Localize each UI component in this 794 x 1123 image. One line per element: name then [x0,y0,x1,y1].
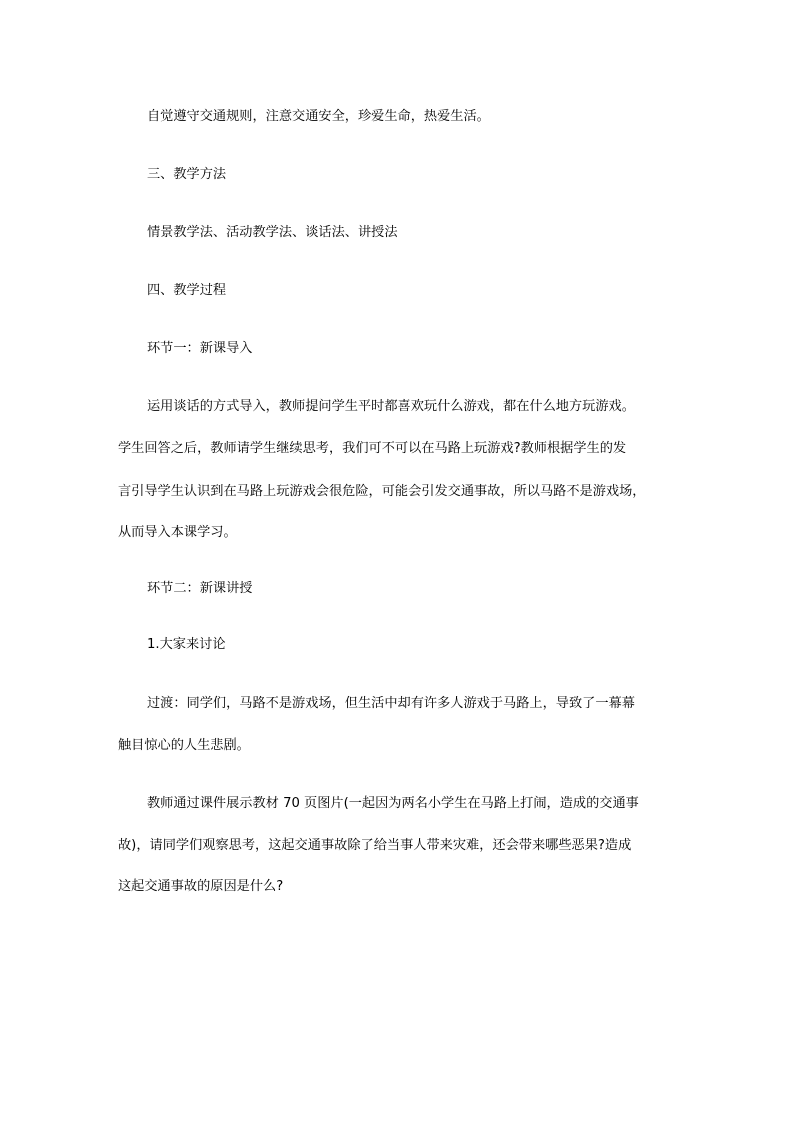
paragraph-intro-line-2: 学生回答之后，教师请学生继续思考，我们可不可以在马路上玩游戏?教师根据学生的发 [118,441,627,456]
subheading-discussion: 1.大家来讨论 [147,637,226,652]
paragraph-courseware-line-1: 教师通过课件展示教材 70 页图片(一起因为两名小学生在马路上打闹，造成的交通事 [147,796,639,811]
heading-teaching-methods: 三、教学方法 [147,167,227,182]
heading-teaching-process: 四、教学过程 [147,283,227,298]
paragraph-intro-line-1: 运用谈话的方式导入，教师提问学生平时都喜欢玩什么游戏，都在什么地方玩游戏。 [147,399,635,414]
heading-step-one: 环节一：新课导入 [147,341,253,356]
paragraph-courseware-line-2: 故)，请同学们观察思考，这起交通事故除了给当事人带来灾难，还会带来哪些恶果?造成 [118,838,632,853]
paragraph-objective: 自觉遵守交通规则，注意交通安全，珍爱生命，热爱生活。 [147,109,490,124]
paragraph-intro-line-4: 从而导入本课学习。 [118,525,237,540]
paragraph-courseware-line-3: 这起交通事故的原因是什么? [118,879,284,894]
paragraph-transition-line-1: 过渡：同学们，马路不是游戏场，但生活中却有许多人游戏于马路上，导致了一幕幕 [147,696,635,711]
paragraph-intro-line-3: 言引导学生认识到在马路上玩游戏会很危险，可能会引发交通事故，所以马路不是游戏场， [118,484,646,499]
paragraph-methods: 情景教学法、活动教学法、谈话法、讲授法 [147,225,398,240]
paragraph-transition-line-2: 触目惊心的人生悲剧。 [118,738,250,753]
heading-step-two: 环节二：新课讲授 [147,581,253,596]
